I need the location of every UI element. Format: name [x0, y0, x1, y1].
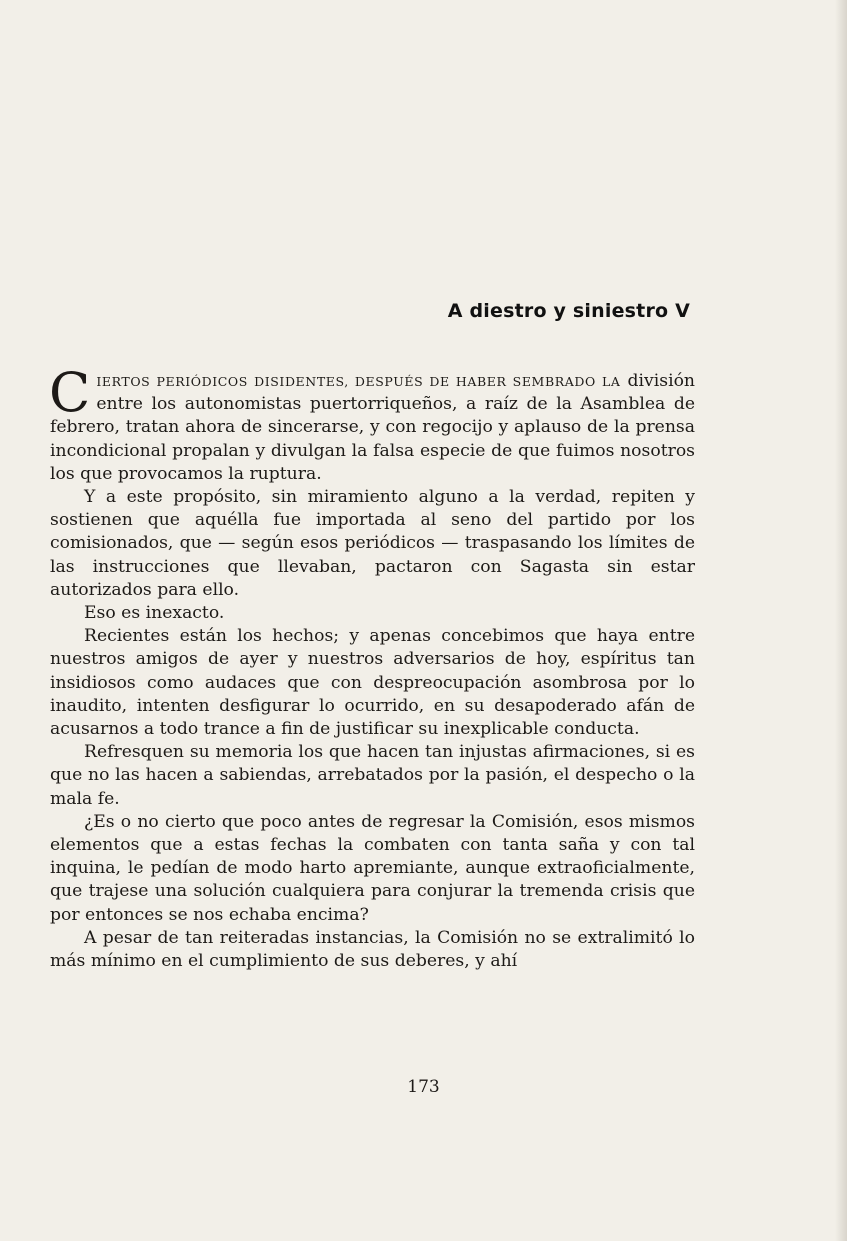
paragraph-4: Recientes están los hechos; y apenas concebimos que haya entre nuestros amigos de ayer y nuestros adversarios de hoy, espíritus tan insidiosos como audaces que con despreocupación asombrosa por lo inaudito, intenten desfigurar lo ocurrido, en su desapoderado afán de acusarnos a todo trance a fin de justificar su inexplicable conducta. [50, 626, 695, 740]
paragraph-1 [49, 361, 695, 486]
paragraph-3: Eso es inexacto. [84, 603, 225, 624]
page-number: 173 [407, 1077, 440, 1097]
paragraph-6: ¿Es o no cierto que poco antes de regresar la Comisión, esos mismos elementos que a estas fechas la combaten con tanta saña y con tal inquina, le pedían de modo harto apremiante, aunque extraoficialmente, que trajese una solución cualquiera para conjurar la tremenda crisis que por entonces se nos echaba encima? [50, 811, 695, 925]
opening-smallcaps: IERTOS PERIÓDICOS DISIDENTES, DESPUÉS DE HABER SEMBRADO LA [96, 374, 621, 389]
paragraph-7: A pesar de tan reiteradas instancias, la Comisión no se extralimitó lo más mínimo en el cumplimiento de sus deberes, y ahí [50, 927, 695, 972]
body-text [49, 361, 695, 973]
page-edge-shadow [835, 0, 847, 1241]
paragraph-2: Y a este propósito, sin miramiento alguno a la verdad, repiten y sostienen que aquélla fue importada al seno del partido por los comisionados, que — según esos periódicos — traspasando los límites de las instrucciones que llevaban, pactaron con Sagasta sin estar autorizados para ello. [50, 487, 695, 600]
paragraph-text: división entre los autonomistas puertorriqueños, a raíz de la Asamblea de febrero, tratan ahora de sincerarse, y con regocijo y aplauso de la prensa incondicional propalan y divulgan la falsa especie de que fuimos nosotros los que provocamos la ruptura. [50, 371, 695, 484]
paragraph-5: Refresquen su memoria los que hacen tan injustas afirmaciones, si es que no las hacen a sabiendas, arrebatados por la pasión, el despecho o la mala fe. [50, 742, 695, 809]
drop-cap: C [49, 361, 91, 424]
chapter-heading: A diestro y siniestro V [447, 300, 690, 322]
